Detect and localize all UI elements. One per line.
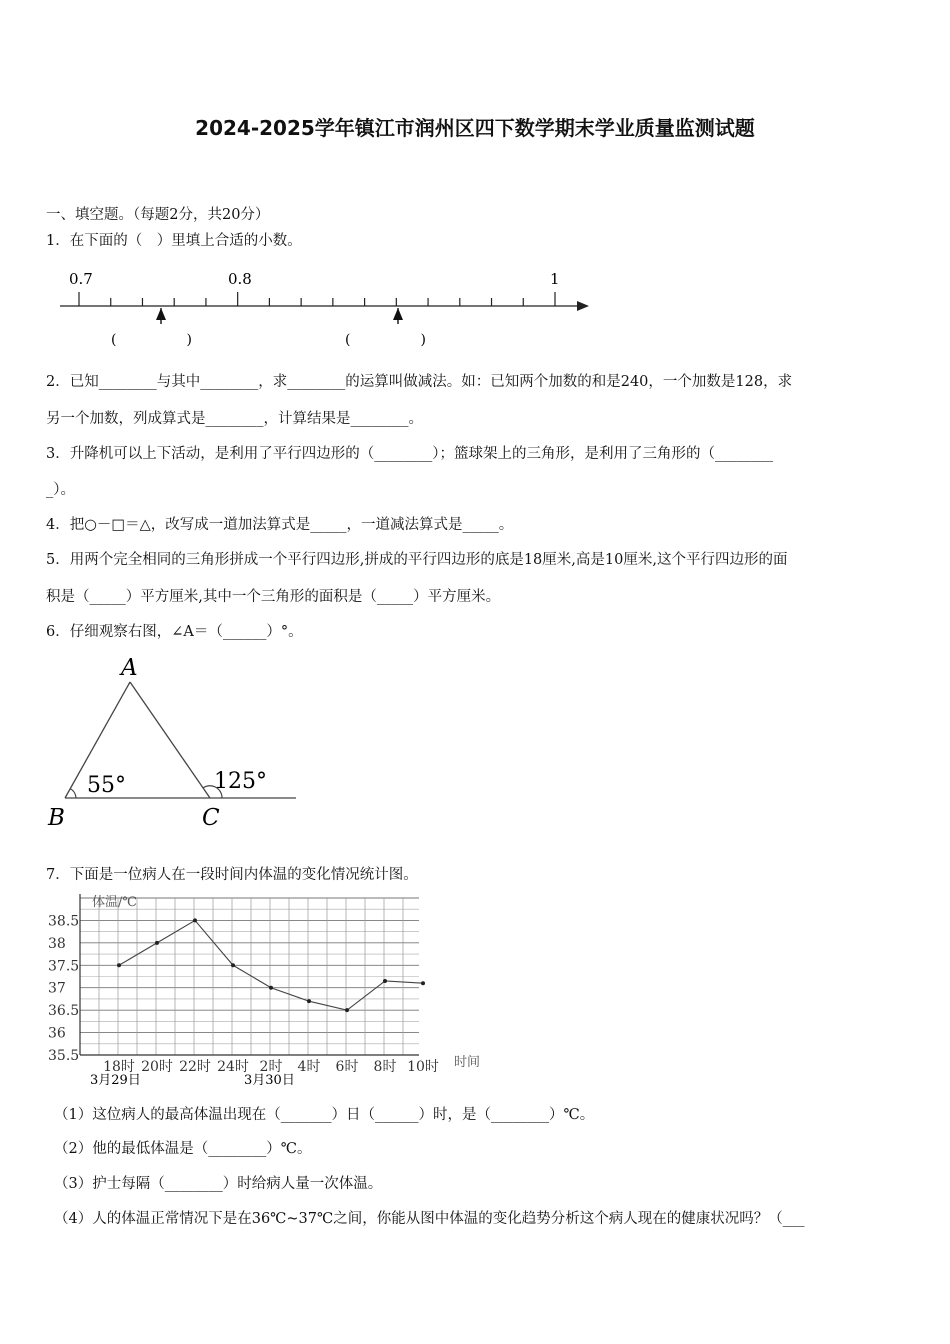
y-axis-title: 体温/℃ bbox=[92, 895, 137, 910]
temperature-line-chart bbox=[44, 890, 494, 1092]
data-point bbox=[231, 963, 235, 967]
question-2-line1: 2．已知________与其中________，求________的运算叫做减法。如：已知两个加数的和是240，一个加数是128，求 bbox=[46, 374, 793, 390]
date-label: 3月30日 bbox=[244, 1073, 295, 1088]
x-tick-label: 24时 bbox=[217, 1059, 249, 1075]
y-tick-label: 36.5 bbox=[48, 1003, 80, 1020]
data-point bbox=[193, 918, 197, 922]
x-tick-label: 4时 bbox=[297, 1059, 321, 1075]
question-3-line2: _）。 bbox=[46, 482, 75, 498]
question-2-line2: 另一个加数，列成算式是________，计算结果是________。 bbox=[46, 411, 423, 427]
question-7: 7．下面是一位病人在一段时间内体温的变化情况统计图。 bbox=[46, 867, 418, 883]
question-4: 4．把○－□＝△，改写成一道加法算式是_____，一道减法算式是_____。 bbox=[46, 517, 514, 533]
x-tick-label: 6时 bbox=[335, 1059, 359, 1075]
question-5-line2: 积是（_____）平方厘米,其中一个三角形的面积是（_____）平方厘米。 bbox=[46, 589, 501, 605]
data-point bbox=[383, 979, 387, 983]
angle-b-label: 55° bbox=[87, 773, 126, 798]
tick-label: 0.8 bbox=[228, 270, 252, 288]
vertex-label-b: B bbox=[48, 805, 65, 831]
data-point bbox=[117, 963, 121, 967]
up-arrow-icon bbox=[393, 308, 403, 324]
question-3-line1: 3．升降机可以上下活动，是利用了平行四边形的（________）；篮球架上的三角形，是利用了三角形的（________ bbox=[46, 446, 773, 462]
tick-label: 0.7 bbox=[69, 270, 93, 288]
arrow-head-icon bbox=[577, 301, 589, 311]
triangle-figure bbox=[40, 650, 302, 835]
question-1: 1．在下面的（ ）里填上合适的小数。 bbox=[46, 233, 302, 249]
number-line bbox=[55, 266, 600, 352]
x-tick-label: 20时 bbox=[141, 1059, 173, 1075]
y-tick-label: 37.5 bbox=[48, 958, 80, 975]
tick-label: 1 bbox=[550, 270, 560, 288]
data-point bbox=[307, 999, 311, 1003]
up-arrow-icon bbox=[156, 308, 166, 324]
data-point bbox=[269, 986, 273, 990]
question-7-sub3: （3）护士每隔（________）时给病人量一次体温。 bbox=[54, 1176, 383, 1192]
y-tick-label: 37 bbox=[48, 980, 66, 997]
question-6: 6．仔细观察右图，∠A＝（______）°。 bbox=[46, 624, 303, 640]
data-point bbox=[421, 981, 425, 985]
vertex-label-a: A bbox=[121, 655, 138, 681]
x-tick-label: 22时 bbox=[179, 1059, 211, 1075]
y-tick-label: 36 bbox=[48, 1025, 66, 1042]
x-tick-label: 10时 bbox=[407, 1059, 439, 1075]
y-tick-label: 35.5 bbox=[48, 1048, 80, 1064]
x-tick-label: 2时 bbox=[259, 1059, 283, 1075]
vertex-label-c: C bbox=[202, 805, 220, 831]
section-heading: 一、填空题。（每题2分，共20分） bbox=[46, 207, 270, 223]
answer-blank: ( ) bbox=[111, 332, 192, 348]
x-axis-title: 时间 bbox=[454, 1055, 481, 1070]
data-point bbox=[155, 941, 159, 945]
y-tick-label: 38.5 bbox=[48, 913, 80, 930]
x-tick-label: 18时 bbox=[103, 1059, 135, 1075]
date-label: 3月29日 bbox=[90, 1073, 141, 1088]
question-7-sub4: （4）人的体温正常情况下是在36℃~37℃之间，你能从图中体温的变化趋势分析这个病人现在的健康状况吗？（___ bbox=[54, 1211, 805, 1227]
y-tick-label: 38 bbox=[48, 935, 66, 952]
question-7-sub1: （1）这位病人的最高体温出现在（_______）日（______）时，是（________）℃。 bbox=[54, 1107, 595, 1123]
angle-c-label: 125° bbox=[214, 769, 267, 794]
answer-blank: ( ) bbox=[345, 332, 426, 348]
question-7-sub2: （2）他的最低体温是（________）℃。 bbox=[54, 1141, 312, 1157]
data-point bbox=[345, 1008, 349, 1012]
x-tick-label: 8时 bbox=[373, 1059, 397, 1075]
page-title: 2024-2025学年镇江市润州区四下数学期末学业质量监测试题 bbox=[195, 116, 755, 140]
question-5-line1: 5．用两个完全相同的三角形拼成一个平行四边形,拼成的平行四边形的底是18厘米,高是10厘米,这个平行四边形的面 bbox=[46, 552, 788, 568]
